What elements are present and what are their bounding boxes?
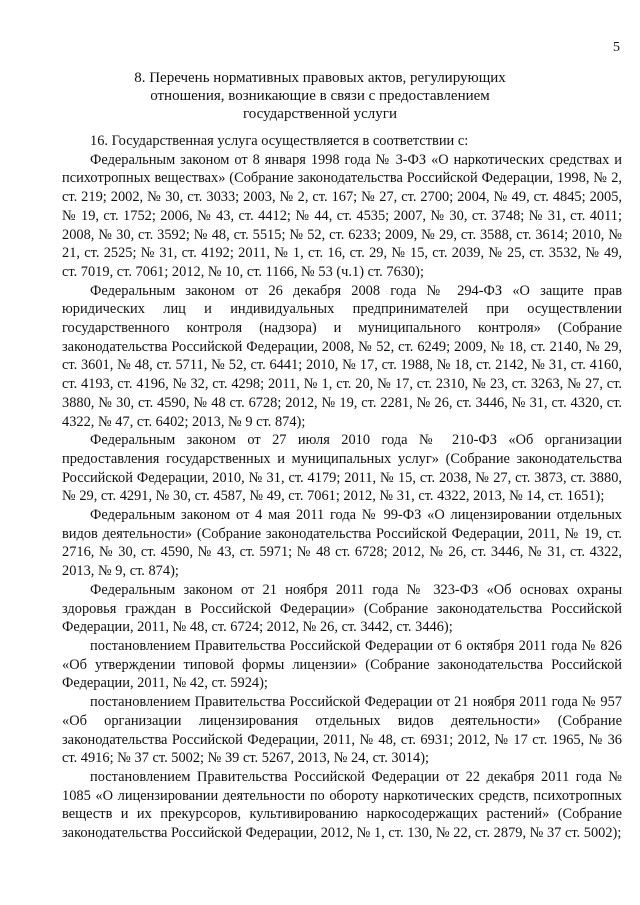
law-federal-99-fz: Федеральным законом от 4 мая 2011 года № 99-ФЗ «О лицензировании отдельных видов деятельности» (Собрание законодательства Российской Федерации, 2011, № 19, ст. 2716, № 30, ст. 4590, № 43, ст. 5971; № 48 ст. 6728; 2012, № 26, ст. 3446, № 31, ст. 4322, 2013, № 9, ст. 874); [62,507,622,580]
resolution-957: постановлением Правительства Российской Федерации от 21 ноября 2011 года № 957 «Об организации лицензирования отдельных видов деятельности» (Собрание законодательства Российской Федерации, 2011, № 48, ст. 6931; 2012, № 17 ст. 1965, № 36 ст. 4916; № 37 ст. 5002; № 39 ст. 5267, 2013, № 24, ст. 3014); [62,694,622,767]
section-title [40,69,600,123]
law-federal-210-fz: Федеральным законом от 27 июля 2010 года № 210-ФЗ «Об организации предоставления государственных и муниципальных услуг» (Собрание законодательства Российской Федерации, 2010, № 31, ст. 4179; 2011, № 15, ст. 2038, № 27, ст. 3873, ст. 3880, № 29, ст. 4291, № 30, ст. 4587, № 49, ст. 7061; 2012, № 31, ст. 4322, 2013, № 14, ст. 1651); [62,432,622,505]
page-number: 5 [613,40,620,55]
resolution-1085: постановлением Правительства Российской Федерации от 22 декабря 2011 года № 1085 «О лицензировании деятельности по обороту наркотических средств, психотропных веществ и их прекурсоров, культивированию наркосодержащих растений» (Собрание законодательства Российской Федерации, 2012, № 1, ст. 130, № 22, ст. 2879, № 37 ст. 5002); [62,768,622,842]
resolution-826: постановлением Правительства Российской Федерации от 6 октября 2011 года № 826 «Об утверждении типовой формы лицензии» (Собрание законодательства Российской Федерации, 2011, № 42, ст. 5924); [62,637,622,692]
law-federal-323-fz: Федеральным законом от 21 ноября 2011 года № 323-ФЗ «Об основах охраны здоровья граждан в Российской Федерации» (Собрание законодательства Российской Федерации, 2011, № 48, ст. 6724; 2012, № 26, ст. 3442, ст. 3446); [62,581,622,636]
section-title-line-2: отношения, возникающие в связи с предоставлением [150,88,490,104]
law-federal-3-fz: Федеральным законом от 8 января 1998 года № 3-ФЗ «О наркотических средствах и психотропных веществах» (Собрание законодательства Российской Федерации, 1998, № 2, ст. 219; 2002, № 30, ст. 3033; 2003, № 2, ст. 167; № 27, ст. 2700; 2004, № 49, ст. 4845; 2005, № 19, ст. 1752; 2006, № 43, ст. 4412; № 44, ст. 4535; 2007, № 30, ст. 3748; № 31, ст. 4011; 2008, № 30, ст. 3592; № 48, ст. 5515; № 52, ст. 6233; 2009, № 29, ст. 3588, ст. 3614; 2010, № 21, ст. 2525; № 31, ст. 4192; 2011, № 1, ст. 16, ст. 29, № 15, ст. 2039, № 25, ст. 3532, № 49, ст. 7019, ст. 7061; 2012, № 10, ст. 1166, № 53 (ч.1) ст. 7630); [62,151,622,280]
law-federal-294-fz: Федеральным законом от 26 декабря 2008 года № 294-ФЗ «О защите прав юридических лиц и индивидуальных предпринимателей при осуществлении государственного контроля (надзора) и муниципального контроля» (Собрание законодательства Российской Федерации, 2008, № 52, ст. 6249; 2009, № 18, ст. 2140, № 29, ст. 3601, № 48, ст. 5711, № 52, ст. 6441; 2010, № 17, ст. 1988, № 18, ст. 2142, № 31, ст. 4160, ст. 4193, ст. 4196, № 32, ст. 4298; 2011, № 1, ст. 20, № 17, ст. 2310, № 23, ст. 3263, № 27, ст. 3880, № 30, ст. 4590, № 48 ст. 6728; 2012, № 19, ст. 2281, № 26, ст. 3446, № 31, ст. 4320, ст. 4322, № 47, ст. 6402; 2013, № 9 ст. 874); [62,282,622,430]
section-title-line-3: государственной услуги [243,106,397,122]
lead-paragraph: 16. Государственная услуга осуществляется в соответствии с: [90,133,469,149]
document-body [62,132,622,843]
section-title-line-1: 8. Перечень нормативных правовых актов, регулирующих [134,70,506,86]
